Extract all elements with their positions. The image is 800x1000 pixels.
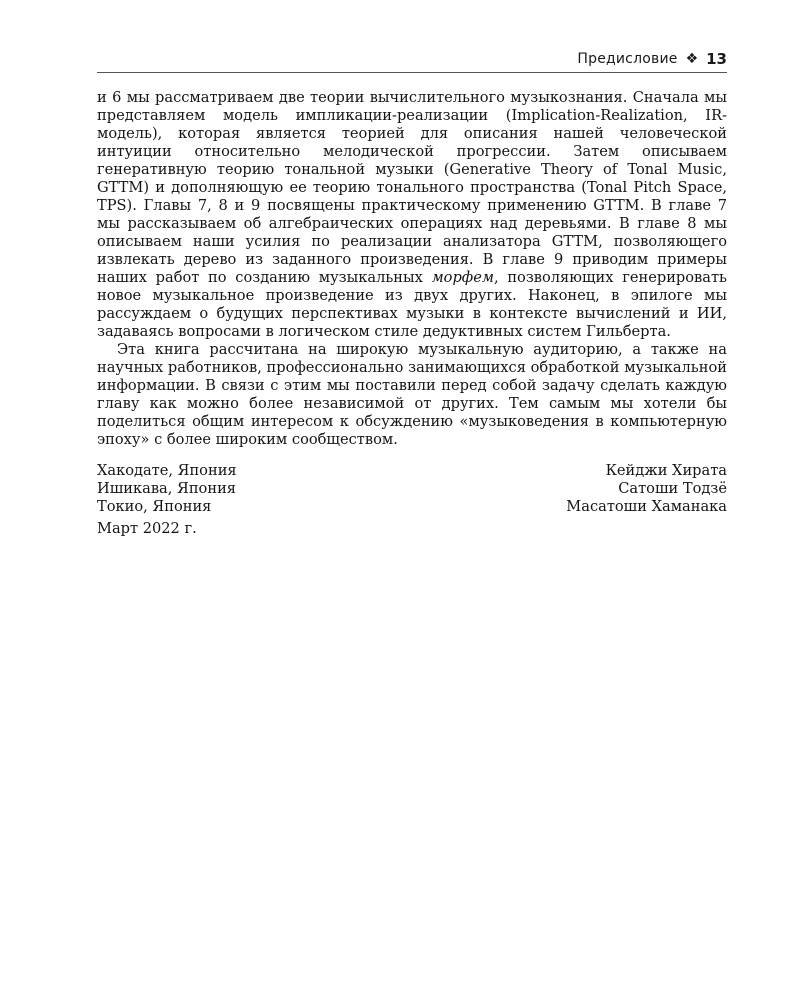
signature-places (97, 462, 237, 516)
ornament-icon: ❖ (685, 51, 699, 67)
place-3: Токио, Япония (97, 498, 212, 515)
header-rule (97, 72, 727, 73)
paragraph-1 (97, 89, 727, 341)
emphasis-morphemes: морфем (431, 269, 494, 286)
author-2: Сатоши Тодзё (618, 480, 727, 497)
paragraph-1-part-1: и 6 мы рассматриваем две теории вычислительного музыкознания. Сначала мы представляем модель импликации-реализации (Implication-Realization, IR-модель), которая является теорией для описания нашей человеческой интуиции относительно мелодической прогрессии. Затем описываем генеративную теорию тональной музыки (Generative Theory of Tonal Music, GTTM) и дополняющую ее теорию тонального пространства (Tonal Pitch Space, TPS). Главы 7, 8 и 9 посвящены практическому применению GTTM. В главе 7 мы рассказываем об алгебраических операциях над деревьями. В главе 8 мы описываем наши усилия по реализации анализатора GTTM, позволяющего извлекать дерево из заданного произведения. В главе 9 приводим примеры наших работ по созданию музыкальных (97, 89, 727, 286)
section-title: Предисловие (577, 51, 678, 67)
running-head (97, 49, 727, 69)
paragraph-1-part-2: , позволяющих генерировать новое музыкальное произведение из двух других. Наконец, в эпилоге мы рассуждаем о будущих перспективах музыки в контексте вычислений и ИИ, задаваясь вопросами в логическом стиле дедуктивных систем Гильберта. (97, 269, 727, 340)
signature-block (97, 462, 727, 516)
place-2: Ишикава, Япония (97, 480, 236, 497)
place-1: Хакодате, Япония (97, 462, 237, 479)
signature-names (566, 462, 727, 516)
paragraph-2: Эта книга рассчитана на широкую музыкальную аудиторию, а также на научных работников, профессионально занимающихся обработкой музыкальной информации. В связи с этим мы поставили перед собой задачу сделать каждую главу как можно более независимой от других. Тем самым мы хотели бы поделиться общим интересом к обсуждению «музыковедения в компьютерную эпоху» с более широким сообществом. (97, 341, 727, 448)
body-text (97, 89, 727, 449)
author-1: Кейджи Хирата (605, 462, 727, 479)
date-line: Март 2022 г. (97, 520, 197, 537)
author-3: Масатоши Хаманака (566, 498, 727, 515)
page-number: 13 (706, 50, 727, 68)
